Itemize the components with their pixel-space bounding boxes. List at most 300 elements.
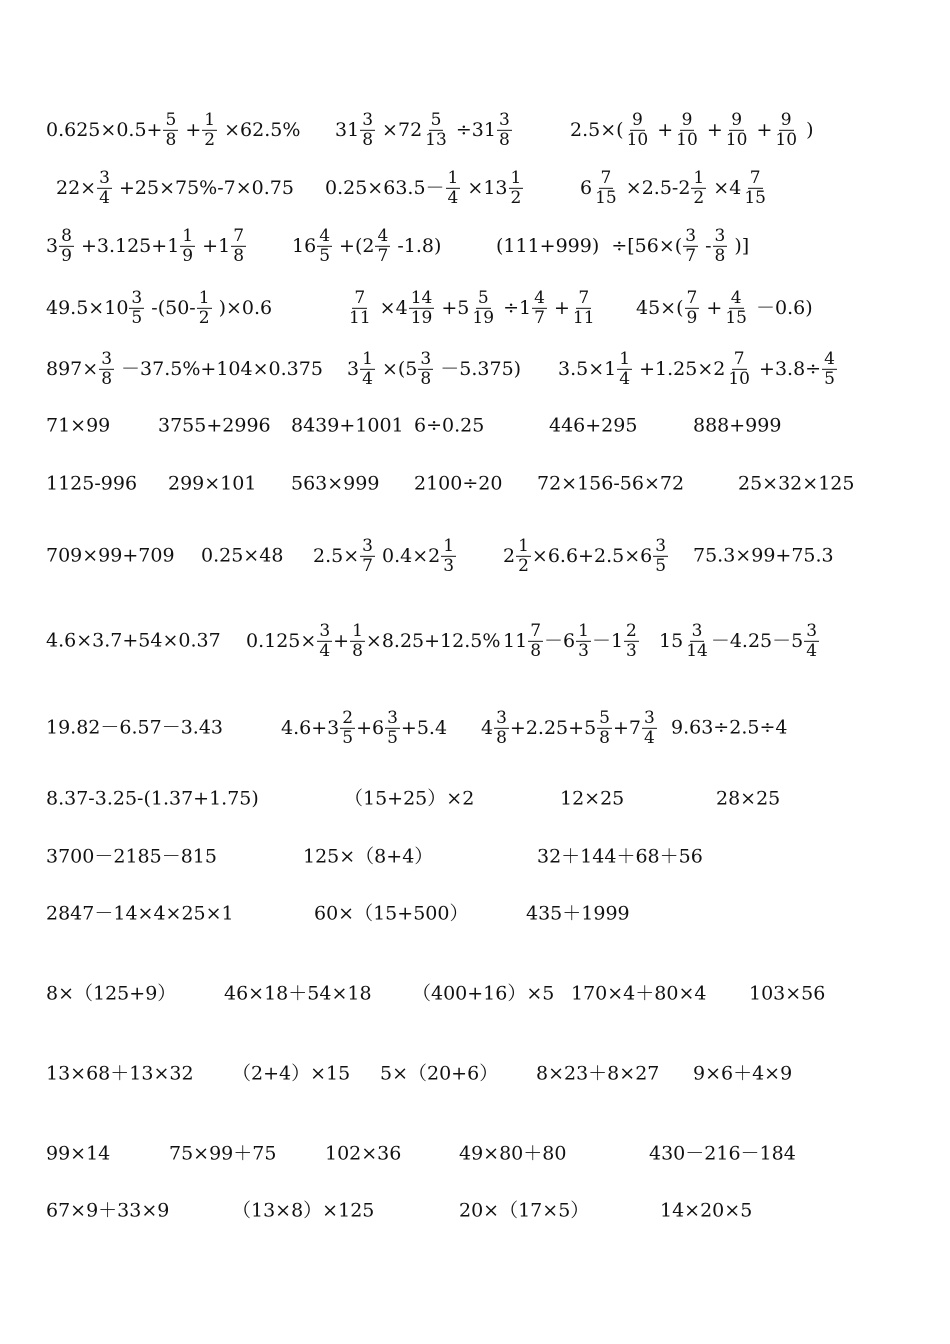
expression-text: ×72 xyxy=(376,118,423,141)
fraction xyxy=(375,227,390,265)
fraction xyxy=(197,289,212,327)
fraction-denominator: 19 xyxy=(410,307,433,328)
fraction xyxy=(418,350,433,388)
expression-text: 3 xyxy=(347,357,360,380)
fraction xyxy=(516,537,531,575)
expression-text: 430－216－184 xyxy=(649,1142,796,1165)
fraction-denominator: 2 xyxy=(204,129,216,150)
expression-text: 25×32×125 xyxy=(738,472,855,495)
fraction-denominator: 10 xyxy=(728,368,750,389)
fraction-denominator: 4 xyxy=(99,187,110,208)
exercise xyxy=(46,845,217,868)
expression-text: －1 xyxy=(591,629,624,652)
fraction-denominator: 8 xyxy=(714,245,726,266)
expression-text: +3.125+1 xyxy=(74,234,180,257)
fraction-numerator: 3 xyxy=(319,620,331,641)
fraction xyxy=(724,111,750,149)
fraction-denominator: 15 xyxy=(595,187,617,208)
fraction xyxy=(571,289,597,327)
expression-text: 28×25 xyxy=(716,787,781,810)
exercise xyxy=(201,544,284,567)
fraction-numerator: 7 xyxy=(686,287,698,308)
expression-text: 5×（20+6） xyxy=(380,1062,499,1085)
exercise xyxy=(414,414,485,437)
expression-text: - xyxy=(699,234,712,257)
expression-text: 4.6×3.7+54×0.37 xyxy=(46,629,221,652)
expression-text: 75×99＋75 xyxy=(169,1142,277,1165)
expression-text: 0.25×63.5－ xyxy=(325,176,445,199)
expression-text: 0.625×0.5+ xyxy=(46,118,163,141)
fraction xyxy=(347,289,373,327)
exercise xyxy=(46,350,323,388)
expression-text: 3755+2996 xyxy=(158,414,271,437)
fraction xyxy=(202,111,217,149)
fraction-denominator: 5 xyxy=(387,727,398,748)
fraction-denominator: 2 xyxy=(518,555,529,576)
expression-text: －5.375) xyxy=(434,357,522,380)
expression-text: 103×56 xyxy=(749,982,826,1005)
fraction xyxy=(653,537,668,575)
fraction-denominator: 4 xyxy=(362,368,373,389)
fraction xyxy=(360,111,375,149)
exercise xyxy=(56,169,294,207)
fraction-numerator: 3 xyxy=(655,535,667,556)
fraction-numerator: 1 xyxy=(510,167,522,188)
expression-text: 15 xyxy=(659,629,684,652)
fraction xyxy=(576,622,591,660)
expression-text: 897× xyxy=(46,357,99,380)
exercise xyxy=(459,1199,590,1222)
fraction-denominator: 5 xyxy=(342,727,354,748)
fraction xyxy=(180,227,195,265)
fraction-numerator: 7 xyxy=(530,620,542,641)
fraction xyxy=(385,709,400,747)
fraction xyxy=(804,622,819,660)
expression-text: 71×99 xyxy=(46,414,111,437)
expression-text: 0.4×2 xyxy=(375,544,441,567)
expression-text: ×(5 xyxy=(375,357,418,380)
fraction-denominator: 8 xyxy=(420,368,432,389)
expression-text: 9×6＋4×9 xyxy=(693,1062,793,1085)
expression-text: )×0.6 xyxy=(212,296,273,319)
fraction-numerator: 7 xyxy=(233,225,245,246)
expression-text: ÷31 xyxy=(449,118,496,141)
exercise xyxy=(649,1142,796,1165)
expression-text: ×4 xyxy=(373,296,408,319)
fraction xyxy=(683,227,698,265)
expression-text: + xyxy=(179,118,202,141)
fraction-denominator: 8 xyxy=(362,129,374,150)
exercise xyxy=(380,1062,499,1085)
fraction-denominator: 8 xyxy=(352,640,363,661)
expression-text: 45×( xyxy=(636,296,684,319)
fraction xyxy=(684,622,710,660)
exercise xyxy=(281,709,447,747)
fraction-numerator: 5 xyxy=(477,287,489,308)
expression-text: （13×8）×125 xyxy=(232,1199,375,1222)
fraction xyxy=(528,622,543,660)
fraction-denominator: 7 xyxy=(685,245,697,266)
expression-text: （400+16）×5 xyxy=(412,982,555,1005)
fraction-numerator: 1 xyxy=(352,620,363,641)
expression-text: 22× xyxy=(56,176,97,199)
exercise xyxy=(46,716,224,739)
expression-text: +5 xyxy=(435,296,470,319)
expression-text: ×13 xyxy=(461,176,508,199)
exercise xyxy=(46,414,111,437)
fraction-numerator: 9 xyxy=(731,109,743,130)
expression-text: 72×156-56×72 xyxy=(537,472,685,495)
fraction-denominator: 8 xyxy=(101,368,113,389)
expression-text: －0.6) xyxy=(749,296,813,319)
expression-text: +6 xyxy=(356,716,385,739)
fraction xyxy=(642,709,657,747)
expression-text: 13×68＋13×32 xyxy=(46,1062,194,1085)
exercise xyxy=(459,1142,567,1165)
fraction-numerator: 9 xyxy=(780,109,792,130)
expression-text: + xyxy=(700,296,723,319)
fraction-denominator: 4 xyxy=(619,368,631,389)
fraction-numerator: 3 xyxy=(387,707,398,728)
expression-text: 446+295 xyxy=(549,414,638,437)
fraction xyxy=(441,537,456,575)
fraction xyxy=(446,169,461,207)
exercise xyxy=(347,350,521,388)
exercise xyxy=(537,472,685,495)
expression-text: 0.25×48 xyxy=(201,544,284,567)
fraction-numerator: 7 xyxy=(749,167,761,188)
expression-text: 8439+1001 xyxy=(291,414,404,437)
fraction xyxy=(340,709,355,747)
fraction xyxy=(360,350,375,388)
exercise xyxy=(412,982,555,1005)
exercise xyxy=(46,1062,194,1085)
expression-text: 4 xyxy=(481,716,494,739)
exercise xyxy=(503,622,640,660)
expression-text: 49.5×10 xyxy=(46,296,129,319)
fraction-denominator: 13 xyxy=(425,129,447,150)
expression-text: +5.4 xyxy=(400,716,448,739)
expression-text: + xyxy=(547,296,570,319)
expression-text: －37.5%+104×0.375 xyxy=(115,357,323,380)
fraction-denominator: 7 xyxy=(377,245,389,266)
expression-text: 0.125× xyxy=(246,629,317,652)
exercise xyxy=(46,982,177,1005)
fraction-numerator: 1 xyxy=(204,109,216,130)
expression-text: 16 xyxy=(292,234,317,257)
exercise xyxy=(335,111,513,149)
expression-text: 99×14 xyxy=(46,1142,111,1165)
fraction-numerator: 1 xyxy=(578,620,589,641)
exercise xyxy=(503,537,669,575)
expression-text: 888+999 xyxy=(693,414,782,437)
expression-text: 3.5×1 xyxy=(558,357,617,380)
fraction xyxy=(625,111,651,149)
expression-text: 563×999 xyxy=(291,472,380,495)
fraction-denominator: 7 xyxy=(534,307,545,328)
expression-text: 8×（125+9） xyxy=(46,982,177,1005)
expression-text: +3.8÷ xyxy=(752,357,822,380)
expression-text: 2 xyxy=(503,544,516,567)
fraction-denominator: 3 xyxy=(578,640,589,661)
exercise xyxy=(313,537,457,575)
fraction-denominator: 11 xyxy=(349,307,371,328)
fraction xyxy=(423,111,449,149)
expression-text: -(50- xyxy=(145,296,196,319)
expression-text: 3700－2185－815 xyxy=(46,845,217,868)
expression-text: (111+999) ÷[56×( xyxy=(496,234,683,257)
expression-text: 4.6+3 xyxy=(281,716,340,739)
expression-text: －6 xyxy=(544,629,576,652)
expression-text: -1.8) xyxy=(391,234,442,257)
fraction-numerator: 7 xyxy=(733,348,745,369)
fraction-numerator: 1 xyxy=(362,348,373,369)
fraction-denominator: 4 xyxy=(447,187,459,208)
expression-text: 6 xyxy=(580,176,593,199)
expression-text: 1125-996 xyxy=(46,472,138,495)
exercise xyxy=(168,472,257,495)
expression-text: 67×9＋33×9 xyxy=(46,1199,170,1222)
fraction-denominator: 8 xyxy=(498,129,510,150)
fraction xyxy=(691,169,706,207)
expression-text: 3 xyxy=(46,234,59,257)
expression-text: 2.5× xyxy=(313,544,360,567)
fraction-denominator: 10 xyxy=(626,129,649,150)
fraction xyxy=(317,622,332,660)
expression-text: 6÷0.25 xyxy=(414,414,485,437)
exercise xyxy=(224,982,372,1005)
fraction-numerator: 4 xyxy=(534,287,545,308)
fraction-denominator: 15 xyxy=(725,307,747,328)
exercise xyxy=(246,622,500,660)
exercise xyxy=(738,472,855,495)
fraction xyxy=(497,111,512,149)
fraction-numerator: 3 xyxy=(99,167,110,188)
exercise xyxy=(46,289,272,327)
exercise xyxy=(158,414,271,437)
expression-text: +1.25×2 xyxy=(633,357,726,380)
exercise xyxy=(549,414,638,437)
fraction-numerator: 9 xyxy=(631,109,643,130)
fraction-denominator: 14 xyxy=(686,640,708,661)
exercise xyxy=(46,472,138,495)
expression-text: （15+25）×2 xyxy=(344,787,475,810)
fraction xyxy=(723,289,749,327)
fraction-denominator: 9 xyxy=(686,307,698,328)
expression-text: 12×25 xyxy=(560,787,625,810)
expression-text: 8×23＋8×27 xyxy=(536,1062,660,1085)
fraction-denominator: 2 xyxy=(693,187,705,208)
expression-text: 19.82－6.57－3.43 xyxy=(46,716,224,739)
fraction-denominator: 3 xyxy=(443,555,455,576)
fraction-numerator: 3 xyxy=(644,707,655,728)
fraction xyxy=(532,289,547,327)
fraction-numerator: 3 xyxy=(496,707,507,728)
fraction-numerator: 2 xyxy=(626,620,637,641)
expression-text: ÷1 xyxy=(497,296,532,319)
fraction-numerator: 3 xyxy=(498,109,510,130)
fraction-denominator: 7 xyxy=(362,555,373,576)
fraction xyxy=(231,227,246,265)
exercise xyxy=(46,1142,111,1165)
fraction-denominator: 4 xyxy=(806,640,818,661)
expression-text: 11 xyxy=(503,629,528,652)
expression-text: 49×80＋80 xyxy=(459,1142,567,1165)
fraction-numerator: 5 xyxy=(165,109,177,130)
expression-text: 32＋144＋68＋56 xyxy=(537,845,703,868)
fraction-numerator: 4 xyxy=(730,287,742,308)
exercise xyxy=(169,1142,277,1165)
expression-text: +2.25+5 xyxy=(509,716,597,739)
fraction xyxy=(129,289,144,327)
expression-text: 31 xyxy=(335,118,360,141)
fraction-numerator: 3 xyxy=(362,109,374,130)
fraction-denominator: 9 xyxy=(182,245,194,266)
expression-text: +1 xyxy=(196,234,231,257)
fraction-numerator: 1 xyxy=(619,348,631,369)
fraction-denominator: 8 xyxy=(496,727,507,748)
fraction-denominator: 5 xyxy=(131,307,143,328)
fraction-denominator: 2 xyxy=(510,187,522,208)
expression-text: +(2 xyxy=(333,234,375,257)
fraction-numerator: 5 xyxy=(599,707,610,728)
expression-text: 20×（17×5） xyxy=(459,1199,590,1222)
fraction xyxy=(317,227,332,265)
exercise xyxy=(536,1062,660,1085)
fraction xyxy=(409,289,435,327)
expression-text: ×62.5% xyxy=(218,118,301,141)
expression-text: 2.5×( xyxy=(570,118,624,141)
expression-text: 2847－14×4×25×1 xyxy=(46,902,234,925)
fraction-denominator: 19 xyxy=(472,307,495,328)
expression-text: ×8.25+12.5% xyxy=(365,629,501,652)
fraction-numerator: 3 xyxy=(806,620,818,641)
expression-text: 125×（8+4） xyxy=(303,845,434,868)
exercise xyxy=(496,227,749,265)
fraction xyxy=(494,709,509,747)
fraction xyxy=(713,227,728,265)
fraction xyxy=(773,111,799,149)
fraction-numerator: 14 xyxy=(410,287,433,308)
fraction-denominator: 8 xyxy=(233,245,245,266)
fraction xyxy=(685,289,700,327)
expression-text: ) xyxy=(800,118,814,141)
fraction-denominator: 5 xyxy=(655,555,667,576)
fraction xyxy=(822,350,837,388)
exercise xyxy=(671,716,788,739)
fraction-denominator: 10 xyxy=(725,129,748,150)
exercise xyxy=(346,289,598,327)
expression-text: 8.37-3.25-(1.37+1.75) xyxy=(46,787,259,810)
expression-text: 60×（15+500） xyxy=(314,902,469,925)
fraction xyxy=(597,709,612,747)
exercise xyxy=(46,902,234,925)
expression-text: 102×36 xyxy=(325,1142,402,1165)
exercise xyxy=(693,1062,793,1085)
expression-text: +7 xyxy=(612,716,641,739)
exercise xyxy=(693,544,834,567)
expression-text: + xyxy=(651,118,674,141)
exercise xyxy=(46,227,247,265)
fraction-numerator: 4 xyxy=(377,225,389,246)
fraction xyxy=(726,350,752,388)
expression-text: 2100÷20 xyxy=(414,472,503,495)
exercise xyxy=(291,472,380,495)
fraction-denominator: 11 xyxy=(572,307,595,328)
fraction-numerator: 1 xyxy=(518,535,529,556)
fraction-denominator: 8 xyxy=(530,640,542,661)
fraction-numerator: 3 xyxy=(714,225,726,246)
fraction-numerator: 7 xyxy=(600,167,612,188)
exercise xyxy=(291,414,404,437)
expression-text: )] xyxy=(728,234,750,257)
fraction-numerator: 5 xyxy=(430,109,442,130)
fraction xyxy=(360,537,375,575)
expression-text: ×6.6+2.5×6 xyxy=(531,544,653,567)
exercise xyxy=(414,472,503,495)
exercise xyxy=(580,169,769,207)
fraction-denominator: 8 xyxy=(165,129,177,150)
exercise xyxy=(659,622,820,660)
exercise xyxy=(303,845,434,868)
fraction-numerator: 2 xyxy=(342,707,354,728)
fraction-numerator: 3 xyxy=(101,348,113,369)
fraction xyxy=(509,169,524,207)
fraction-numerator: 3 xyxy=(685,225,697,246)
fraction-numerator: 1 xyxy=(198,287,210,308)
exercise xyxy=(46,544,175,567)
expression-text: （2+4）×15 xyxy=(232,1062,351,1085)
exercise xyxy=(537,845,703,868)
exercise xyxy=(693,414,782,437)
exercise xyxy=(292,227,441,265)
fraction xyxy=(617,350,632,388)
exercise xyxy=(749,982,826,1005)
fraction-denominator: 3 xyxy=(626,640,637,661)
exercise xyxy=(716,787,781,810)
fraction xyxy=(742,169,768,207)
fraction-numerator: 8 xyxy=(61,225,72,246)
exercise xyxy=(481,709,658,747)
fraction-numerator: 4 xyxy=(824,348,835,369)
exercise xyxy=(46,1199,170,1222)
fraction xyxy=(59,227,74,265)
fraction-numerator: 7 xyxy=(578,287,590,308)
expression-text: ×4 xyxy=(707,176,742,199)
expression-text: 435＋1999 xyxy=(526,902,630,925)
fraction xyxy=(350,622,365,660)
fraction xyxy=(163,111,178,149)
fraction xyxy=(624,622,639,660)
exercise xyxy=(314,902,469,925)
expression-text: +25×75%-7×0.75 xyxy=(112,176,294,199)
fraction-denominator: 5 xyxy=(824,368,835,389)
expression-text: 14×20×5 xyxy=(660,1199,753,1222)
fraction-denominator: 2 xyxy=(198,307,210,328)
fraction-numerator: 7 xyxy=(354,287,366,308)
fraction-denominator: 4 xyxy=(644,727,655,748)
exercise xyxy=(558,350,838,388)
fraction-denominator: 4 xyxy=(319,640,331,661)
fraction xyxy=(470,289,496,327)
fraction-denominator: 15 xyxy=(744,187,766,208)
expression-text: + xyxy=(750,118,773,141)
fraction xyxy=(674,111,700,149)
fraction-numerator: 1 xyxy=(447,167,459,188)
expression-text: + xyxy=(333,629,350,652)
fraction-numerator: 9 xyxy=(681,109,693,130)
fraction xyxy=(99,350,114,388)
